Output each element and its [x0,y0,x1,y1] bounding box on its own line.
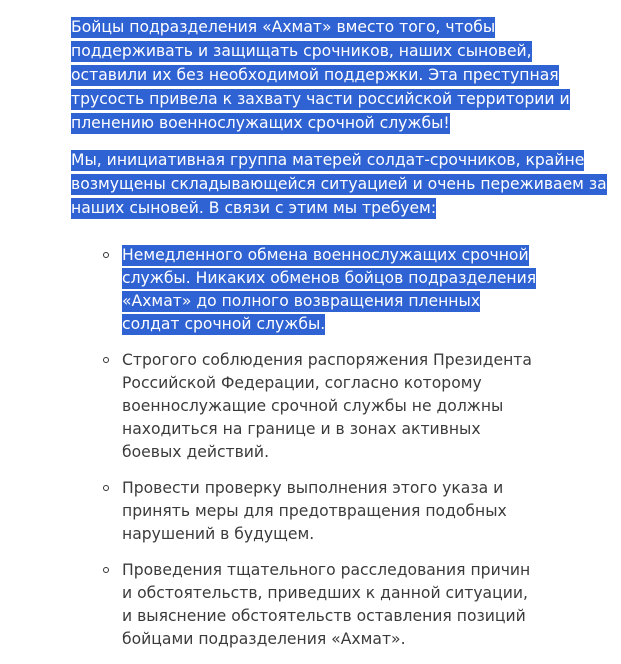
bullet-icon [103,485,109,491]
list-item [71,244,542,336]
selected-text[interactable]: Мы, инициативная группа матерей солдат-срочников, крайне возмущены складывающейся ситуацией и очень переживаем за наших сыновей. В связи с этим мы требуем: [71,151,607,217]
bullet-icon [103,252,109,258]
document-body [71,15,611,664]
bullet-icon [103,357,109,363]
selected-text[interactable]: Бойцы подразделения «Ахмат» вместо того, чтобы поддерживать и защищать срочников, наших сыновей, оставили их без необходимой поддержки. Эта преступная трусость привела к захвату части российской территории и пленению военнослужащих срочной службы! [71,18,570,132]
list-item-text: Провести проверку выполнения этого указа и принять меры для предотвращения подобных нарушений в будущем. [122,479,507,543]
list-item-text: Проведения тщательного расследования причин и обстоятельств, приведших к данной ситуации, и выяснение обстоятельств оставления позиций бойцами подразделения «Ахмат». [122,561,531,648]
list-item [71,349,542,464]
requirements-list [71,244,611,651]
list-item [71,477,542,546]
paragraph-demands-intro [71,148,611,220]
list-item [71,559,542,651]
bullet-icon [103,567,109,573]
list-item-text: Строгого соблюдения распоряжения Президента Российской Федерации, согласно которому военнослужащие срочной службы не должны находиться на границе и в зонах активных боевых действий. [122,351,532,461]
paragraph-accusation [71,15,611,135]
selected-text[interactable]: Немедленного обмена военнослужащих срочной службы. Никаких обменов бойцов подразделения «Ахмат» до полного возвращения пленных солдат срочной службы. [122,246,537,333]
